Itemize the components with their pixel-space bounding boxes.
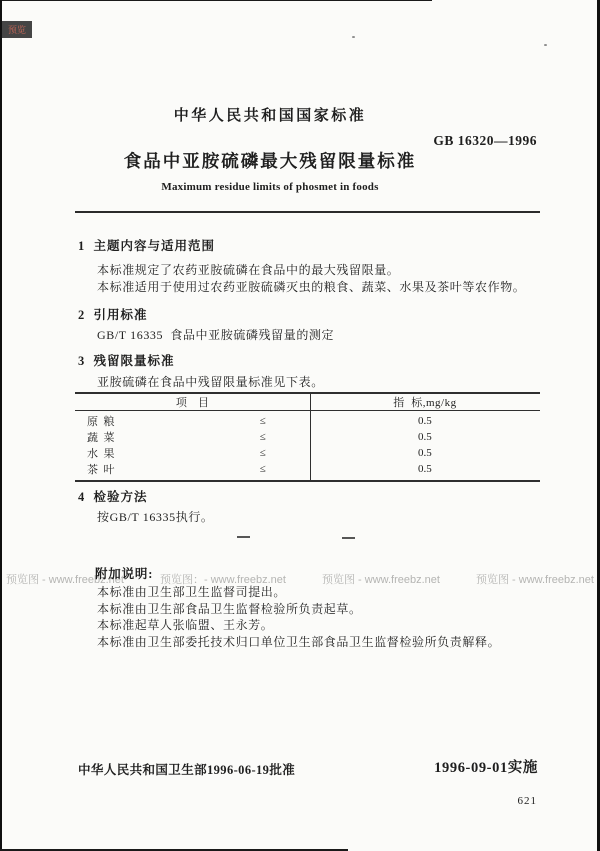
table-row — [75, 429, 540, 445]
section-1-paragraph-1: 本标准规定了农药亚胺硫磷在食品中的最大残留限量。 — [97, 263, 400, 277]
item-value: 0.5 — [418, 431, 432, 443]
section-4-heading: 4 检验方法 — [78, 490, 148, 504]
less-equal-symbol: ≤ — [259, 463, 266, 475]
page-number: 621 — [517, 795, 537, 807]
table-row — [75, 461, 540, 477]
less-equal-symbol: ≤ — [259, 431, 266, 443]
item-value: 0.5 — [418, 447, 432, 459]
item-name: 茶 叶 — [87, 464, 115, 476]
implementation-date: 1996-09-01实施 — [434, 760, 538, 776]
note-line: 本标准由卫生部食品卫生监督检验所负责起草。 — [97, 602, 362, 616]
section-1-paragraph-2: 本标准适用于使用过农药亚胺硫磷灭虫的粮食、蔬菜、水果及茶叶等农作物。 — [97, 280, 526, 294]
header-divider — [75, 211, 540, 213]
less-equal-symbol: ≤ — [259, 447, 266, 459]
table-row — [75, 445, 540, 461]
watermark-text: 预览图 - www.freebz.net — [321, 574, 440, 586]
note-line: 本标准由卫生部委托技术归口单位卫生部食品卫生监督检验所负责解释。 — [97, 635, 501, 649]
table-body — [75, 411, 540, 480]
column-header-value: 指 标,mg/kg — [393, 397, 457, 409]
note-line: 本标准起草人张临盟、王永芳。 — [97, 618, 274, 632]
column-header-item: 项 目 — [175, 397, 209, 409]
section-3-heading: 3 残留限量标准 — [78, 354, 175, 368]
watermark-text: 预览图 - www.freebz.net — [6, 574, 124, 586]
scan-artifact-dash — [237, 536, 250, 538]
section-3-paragraph-1: 亚胺硫磷在食品中残留限量标准见下表。 — [97, 375, 324, 389]
watermark-text: 预览图 - www.freebz.net — [475, 574, 594, 586]
item-value: 0.5 — [418, 415, 432, 427]
table-row — [75, 413, 540, 429]
scan-speck — [544, 44, 547, 46]
table-column-divider — [310, 394, 311, 480]
item-value: 0.5 — [418, 463, 432, 475]
item-name: 原 粮 — [87, 416, 115, 428]
scan-edge-top — [0, 0, 432, 1]
less-equal-symbol: ≤ — [259, 415, 266, 427]
residue-limit-table — [75, 392, 540, 482]
standard-number: GB 16320—1996 — [433, 133, 537, 148]
section-2-heading: 2 引用标准 — [78, 308, 148, 322]
scan-edge-left — [0, 0, 2, 851]
standard-org-title: 中华人民共和国国家标准 — [173, 108, 367, 124]
item-name: 水 果 — [87, 448, 115, 460]
document-title: 食品中亚胺硫磷最大残留限量标准 — [123, 151, 417, 171]
item-name: 蔬 菜 — [87, 432, 115, 444]
section-2-paragraph-1: GB/T 16335 食品中亚胺硫磷残留量的测定 — [97, 328, 335, 342]
note-line: 本标准由卫生部卫生监督司提出。 — [97, 585, 287, 599]
section-1-heading: 1 主题内容与适用范围 — [78, 239, 216, 253]
scan-speck — [352, 36, 355, 38]
approval-line: 中华人民共和国卫生部1996-06-19批准 — [78, 763, 296, 777]
document-subtitle-english: Maximum residue limits of phosmet in foods — [161, 181, 379, 193]
preview-badge: 预览 — [2, 21, 32, 38]
watermark-row — [0, 571, 600, 587]
scan-artifact-dash — [342, 537, 355, 539]
notes-heading: 附加说明: — [95, 567, 154, 581]
section-4-paragraph-1: 按GB/T 16335执行。 — [97, 510, 214, 524]
table-header-row — [75, 394, 540, 411]
watermark-text: 预览图：- www.freebz.net — [160, 574, 286, 586]
